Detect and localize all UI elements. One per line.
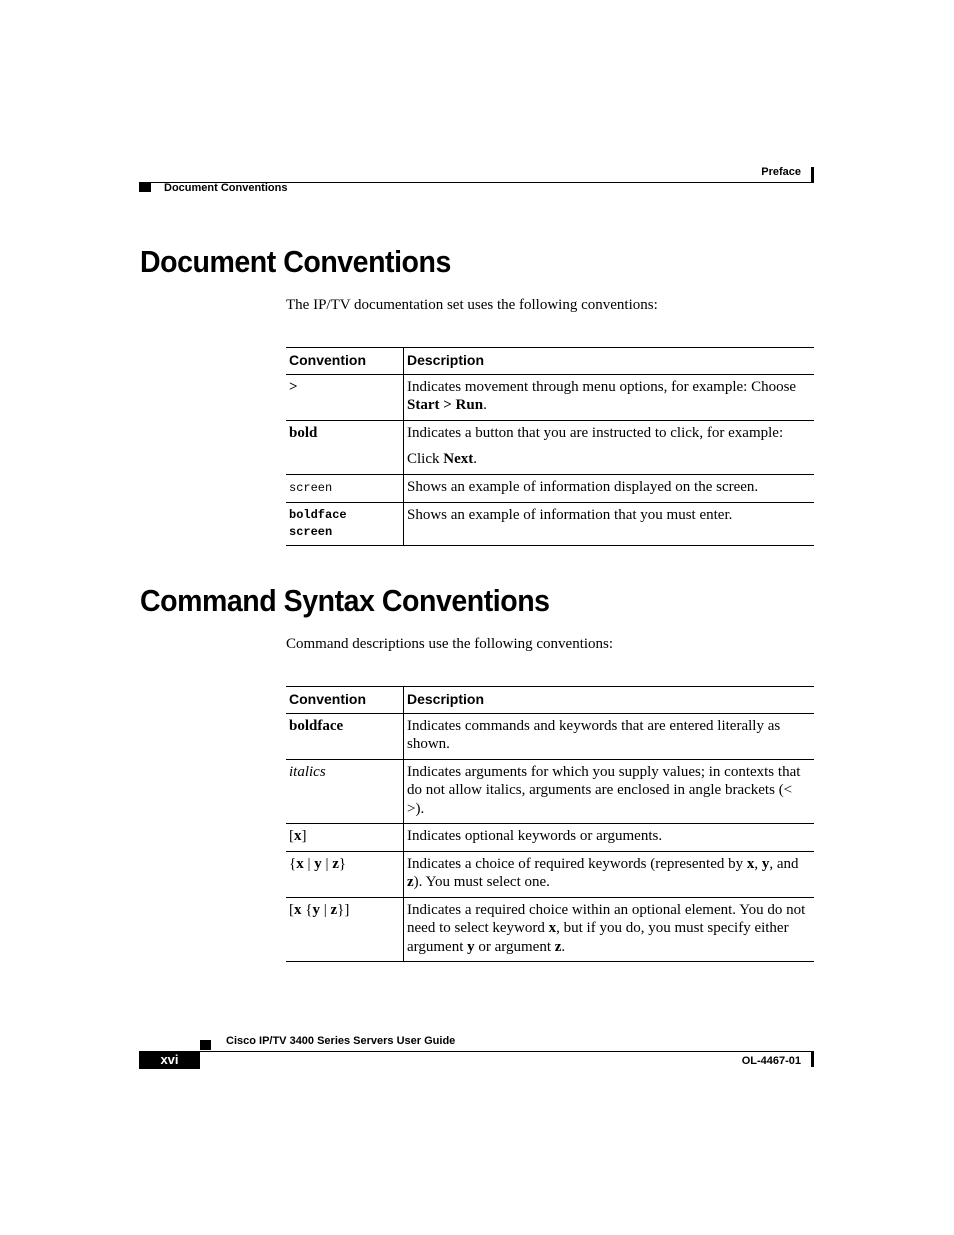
convention-cell: [286, 759, 404, 824]
table-row: [286, 897, 814, 962]
footer-right-bar: [811, 1052, 814, 1067]
description-cell: Indicates a required choice within an optional element. You do not need to select keyword x, but if you do, you must specify either argument y or argument z.: [404, 897, 815, 962]
description-cell: Shows an example of information that you must enter.: [404, 503, 815, 546]
table-row: [286, 503, 814, 546]
description-text: Indicates a button that you are instructed to click, for example:: [407, 424, 784, 441]
description-text: .: [473, 451, 477, 467]
convention-text: italics: [289, 763, 326, 780]
description-cell: [404, 374, 815, 420]
footer-book-title: Cisco IP/TV 3400 Series Servers User Guide: [226, 1035, 456, 1047]
running-header-chapter: Preface: [761, 166, 801, 178]
document-conventions-table: [286, 347, 814, 546]
description-text: .: [483, 397, 487, 413]
description-cell: Indicates commands and keywords that are entered literally as shown.: [404, 713, 815, 759]
description-cell: Shows an example of information displayed on the screen.: [404, 474, 815, 503]
convention-cell: [x]: [286, 824, 404, 852]
header-right-bar: [811, 167, 814, 182]
description-cell: Indicates optional keywords or arguments.: [404, 824, 815, 852]
running-header-section: Document Conventions: [164, 182, 288, 194]
footer-doc-number: OL-4467-01: [741, 1055, 801, 1067]
command-syntax-table: [286, 686, 814, 962]
table-row: [286, 713, 814, 759]
column-header: Convention: [286, 348, 404, 375]
table-row: [286, 474, 814, 503]
footer-marker: [200, 1040, 211, 1050]
description-cell: Indicates a choice of required keywords (represented by x, y, and z). You must select one.: [404, 851, 815, 897]
section-intro: The IP/TV documentation set uses the following conventions:: [286, 297, 658, 313]
description-text: [407, 450, 811, 469]
section-title-document-conventions: Document Conventions: [140, 244, 451, 279]
convention-cell: [286, 474, 404, 503]
table-row: [286, 824, 814, 852]
header-marker: [139, 182, 151, 192]
convention-cell: [286, 503, 404, 546]
column-header: Convention: [286, 687, 404, 714]
description-cell: [404, 420, 815, 474]
convention-cell: [286, 374, 404, 420]
footer-rule: [140, 1051, 814, 1052]
description-text: Click: [407, 451, 444, 467]
convention-cell: [286, 420, 404, 474]
table-row: [286, 759, 814, 824]
table-header-row: [286, 687, 814, 714]
column-header: Description: [404, 687, 815, 714]
convention-text: screen: [289, 525, 333, 539]
convention-cell: [286, 713, 404, 759]
description-text: Indicates movement through menu options, for example: Choose: [407, 378, 797, 395]
table-row: [286, 374, 814, 420]
description-bold: Next: [443, 451, 474, 467]
table-row: [286, 420, 814, 474]
column-header: Description: [404, 348, 815, 375]
convention-text: screen: [289, 480, 333, 495]
convention-text: boldface: [289, 508, 347, 522]
convention-cell: {x | y | z}: [286, 851, 404, 897]
convention-text: >: [289, 378, 298, 395]
page-number: xvi: [160, 1052, 179, 1067]
section-intro: Command descriptions use the following conventions:: [286, 636, 614, 652]
description-bold: Start > Run: [407, 397, 484, 413]
convention-text: bold: [289, 424, 318, 441]
convention-text: boldface: [289, 717, 344, 734]
section-title-command-syntax-conventions: Command Syntax Conventions: [140, 583, 550, 618]
table-row: [286, 851, 814, 897]
convention-cell: [x {y | z}]: [286, 897, 404, 962]
table-header-row: [286, 348, 814, 375]
description-cell: Indicates arguments for which you supply values; in contexts that do not allow italics, arguments are enclosed in angle brackets (< >).: [404, 759, 815, 824]
